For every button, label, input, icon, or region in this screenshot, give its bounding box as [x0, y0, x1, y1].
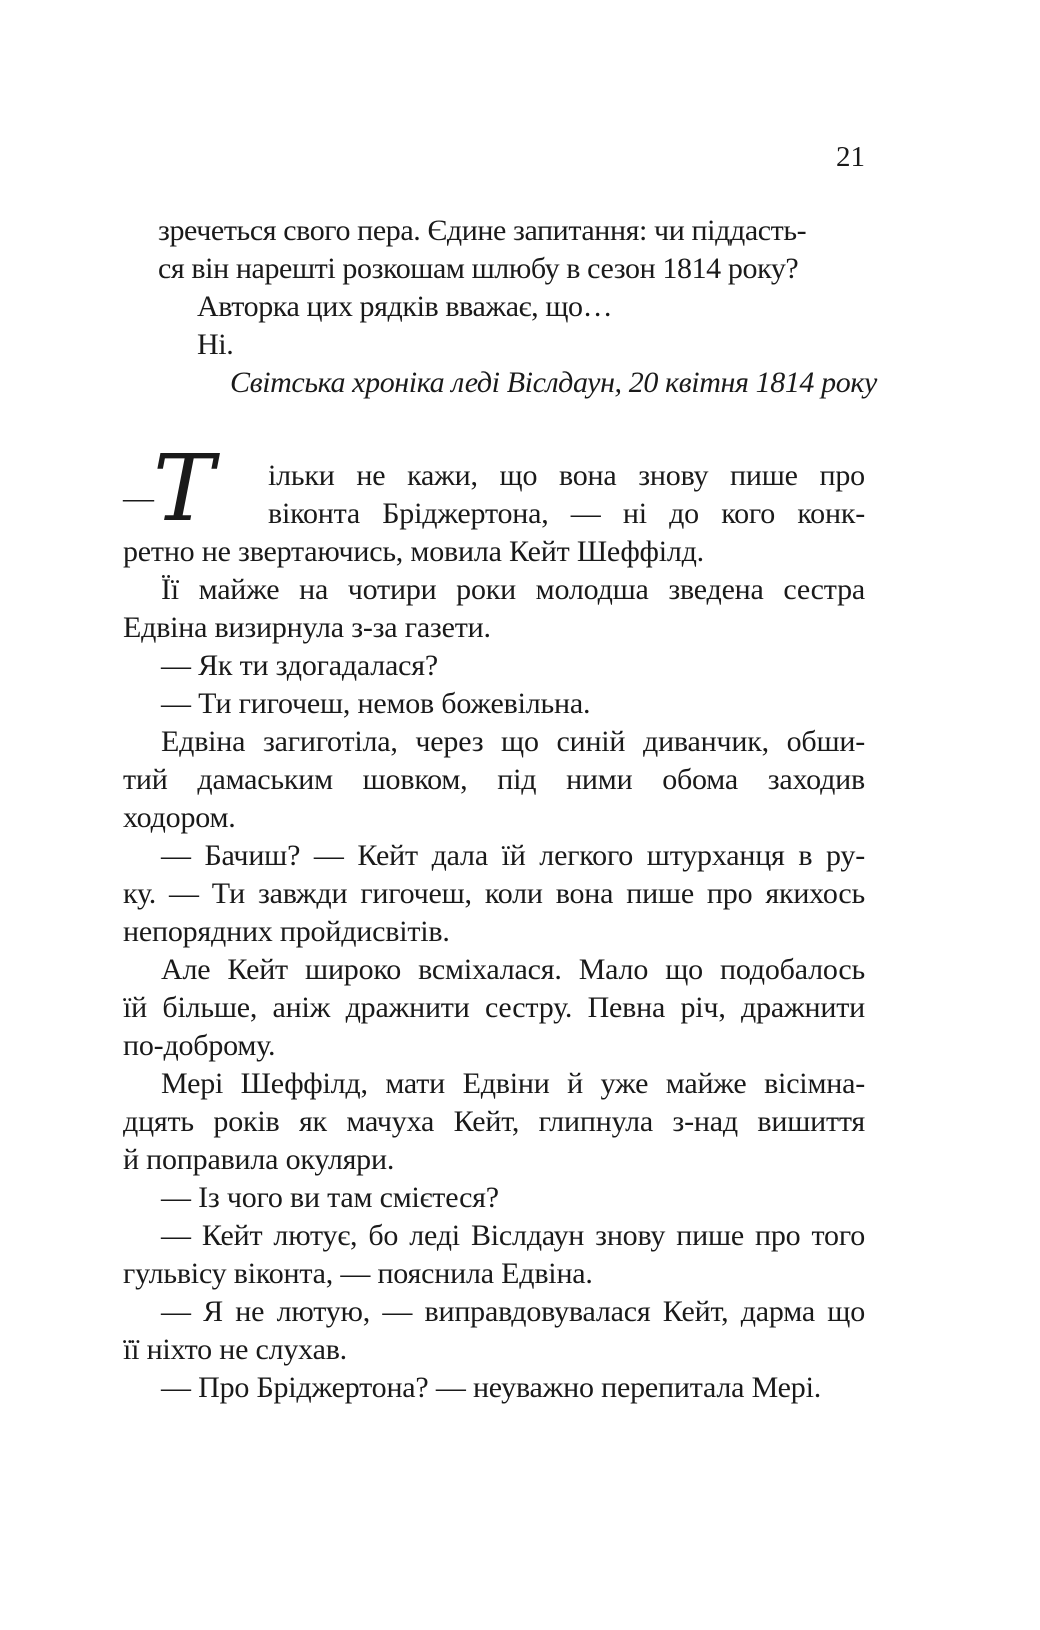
body-line: її ніхто не слухав.: [123, 1333, 347, 1366]
body-line: ходором.: [123, 801, 236, 834]
dropcap-letter: Т: [153, 435, 215, 542]
epigraph-line: зречеться свого пера. Єдине запитання: чи піддасть-: [158, 214, 807, 247]
body-line: їй більше, аніж дражнити сестру. Певна річ, дражнити: [123, 991, 865, 1024]
body-line: Але Кейт широко всміхалася. Мало що подобалось: [161, 953, 865, 986]
body-line: Її майже на чотири роки молодша зведена сестра: [161, 573, 865, 606]
epigraph-attribution: Світська хроніка леді Віслдаун, 20 квітня 1814 року: [230, 366, 877, 399]
body-line: ільки не кажи, що вона знову пише про: [268, 459, 865, 492]
epigraph-line: ся він нарешті розкошам шлюбу в сезон 1814 року?: [158, 252, 799, 285]
body-line: — Як ти здогадалася?: [161, 649, 439, 682]
epigraph-line: Авторка цих рядків вважає, що…: [197, 290, 613, 323]
paragraph: [123, 571, 865, 647]
paragraphs: [123, 571, 865, 1407]
paragraph: [123, 1179, 865, 1217]
body-line: тий дамаським шовком, під ними обома заходив: [123, 763, 865, 796]
body-line: — Я не лютую, — виправдовувалася Кейт, дарма що: [161, 1295, 865, 1328]
body-line: гульвісу віконта, — пояснила Едвіна.: [123, 1257, 593, 1290]
paragraph: [123, 951, 865, 1065]
body-line: — Бачиш? — Кейт дала їй легкого штурханця в ру-: [161, 839, 865, 872]
body-line: ретно не звертаючись, мовила Кейт Шеффілд.: [123, 535, 704, 568]
page-number: 21: [836, 141, 865, 173]
paragraph: [123, 1293, 865, 1369]
body-line: віконта Бріджертона, — ні до кого конк-: [268, 497, 865, 530]
paragraph: [123, 723, 865, 837]
body-line: Едвіна загиготіла, через що синій диванчик, обши-: [161, 725, 865, 758]
body-line: й поправила окуляри.: [123, 1143, 395, 1176]
epigraph-lines: [158, 212, 870, 364]
body-line: по-доброму.: [123, 1029, 276, 1062]
body-line: — Про Бріджертона? — неуважно перепитала Мері.: [161, 1371, 821, 1404]
opening-paragraph: [123, 435, 865, 571]
paragraph: [123, 1065, 865, 1179]
body-line: дцять років як мачуха Кейт, глипнула з-над вишиття: [123, 1105, 865, 1138]
epigraph: [158, 212, 877, 402]
dropcap-group: [123, 435, 268, 542]
body-line: — Кейт лютує, бо леді Віслдаун знову пише про того: [161, 1219, 865, 1252]
dialogue-dash: —: [123, 480, 154, 515]
paragraph: [123, 685, 865, 723]
body-line: ку. — Ти завжди гигочеш, коли вона пише про якихось: [123, 877, 865, 910]
body-line: Мері Шеффілд, мати Едвіни й уже майже вісімна-: [161, 1067, 865, 1100]
body-line: — Ти гигочеш, немов божевільна.: [161, 687, 591, 720]
body-line: Едвіна визирнула з-за газети.: [123, 611, 491, 644]
epigraph-line: Ні.: [197, 328, 234, 361]
paragraph: [123, 647, 865, 685]
paragraph: [123, 837, 865, 951]
body-line: — Із чого ви там смієтеся?: [161, 1181, 499, 1214]
paragraph: [123, 1369, 865, 1407]
paragraph: [123, 1217, 865, 1293]
body-line: непорядних пройдисвітів.: [123, 915, 450, 948]
body-text: [123, 435, 865, 1407]
